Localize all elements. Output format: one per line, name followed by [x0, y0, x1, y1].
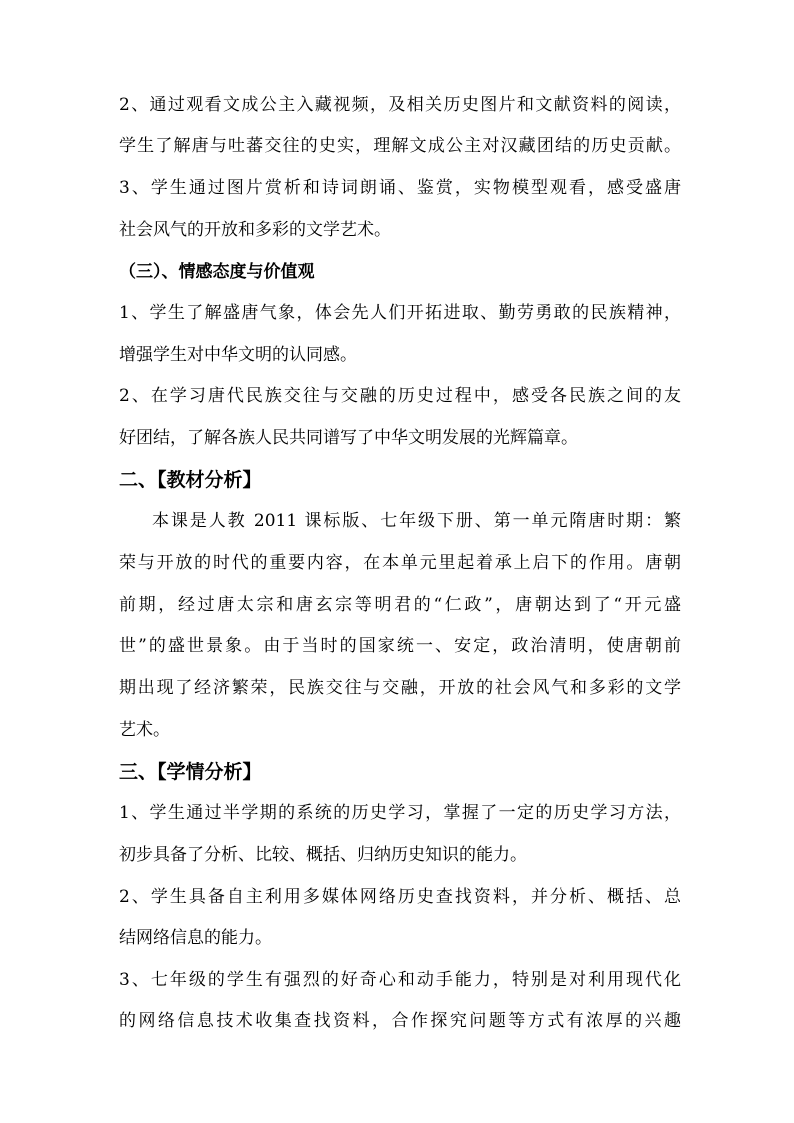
values-paragraph-1-line-2: 增强学生对中华文明的认同感。 [119, 345, 357, 365]
values-paragraph-2-line-2: 好团结，了解各族人民共同谱写了中华文明发展的光辉篇章。 [119, 428, 578, 448]
skills-paragraph-2-line-1: 2、通过观看文成公主入藏视频，及相关历史图片和文献资料的阅读， [119, 95, 681, 115]
values-paragraph-2-line-1: 2、在学习唐代民族交往与交融的历史过程中，感受各民族之间的友 [119, 386, 681, 406]
students-paragraph-1-line-2: 初步具备了分析、比较、概括、归纳历史知识的能力。 [119, 845, 527, 865]
student-analysis-heading: 三、【学情分析】 [119, 761, 262, 783]
students-paragraph-3-line-1: 3、七年级的学生有强烈的好奇心和动手能力，特别是对利用现代化 [119, 970, 681, 990]
skills-paragraph-3-line-2: 社会风气的开放和多彩的文学艺术。 [119, 220, 391, 240]
textbook-line-3: 前期，经过唐太宗和唐玄宗等明君的“仁政”，唐朝达到了“开元盛 [119, 595, 681, 615]
textbook-analysis-heading: 二、【教材分析】 [119, 469, 262, 491]
textbook-line-1: 本课是人教 2011 课标版、七年级下册、第一单元隋唐时期：繁 [152, 511, 681, 531]
textbook-line-6: 艺术。 [119, 720, 170, 740]
students-paragraph-2-line-2: 结网络信息的能力。 [119, 928, 272, 948]
textbook-line-5: 期出现了经济繁荣，民族交往与交融，开放的社会风气和多彩的文学 [119, 678, 681, 698]
textbook-line-4: 世”的盛世景象。由于当时的国家统一、安定，政治清明，使唐朝前 [119, 636, 681, 656]
skills-paragraph-3-line-1: 3、学生通过图片赏析和诗词朗诵、鉴赏，实物模型观看，感受盛唐 [119, 178, 681, 198]
students-paragraph-1-line-1: 1、学生通过半学期的系统的历史学习，掌握了一定的历史学习方法， [119, 803, 681, 823]
textbook-line-2: 荣与开放的时代的重要内容，在本单元里起着承上启下的作用。唐朝 [119, 553, 681, 573]
skills-paragraph-2-line-2: 学生了解唐与吐蕃交往的史实，理解文成公主对汉藏团结的历史贡献。 [119, 136, 681, 156]
values-paragraph-1-line-1: 1、学生了解盛唐气象，体会先人们开拓进取、勤劳勇敢的民族精神， [119, 303, 681, 323]
students-paragraph-3-line-2: 的网络信息技术收集查找资料，合作探究问题等方式有浓厚的兴趣 [119, 1011, 681, 1031]
students-paragraph-2-line-1: 2、学生具备自主利用多媒体网络历史查找资料，并分析、概括、总 [119, 887, 681, 907]
values-heading: （三）、情感态度与价值观 [119, 262, 315, 282]
